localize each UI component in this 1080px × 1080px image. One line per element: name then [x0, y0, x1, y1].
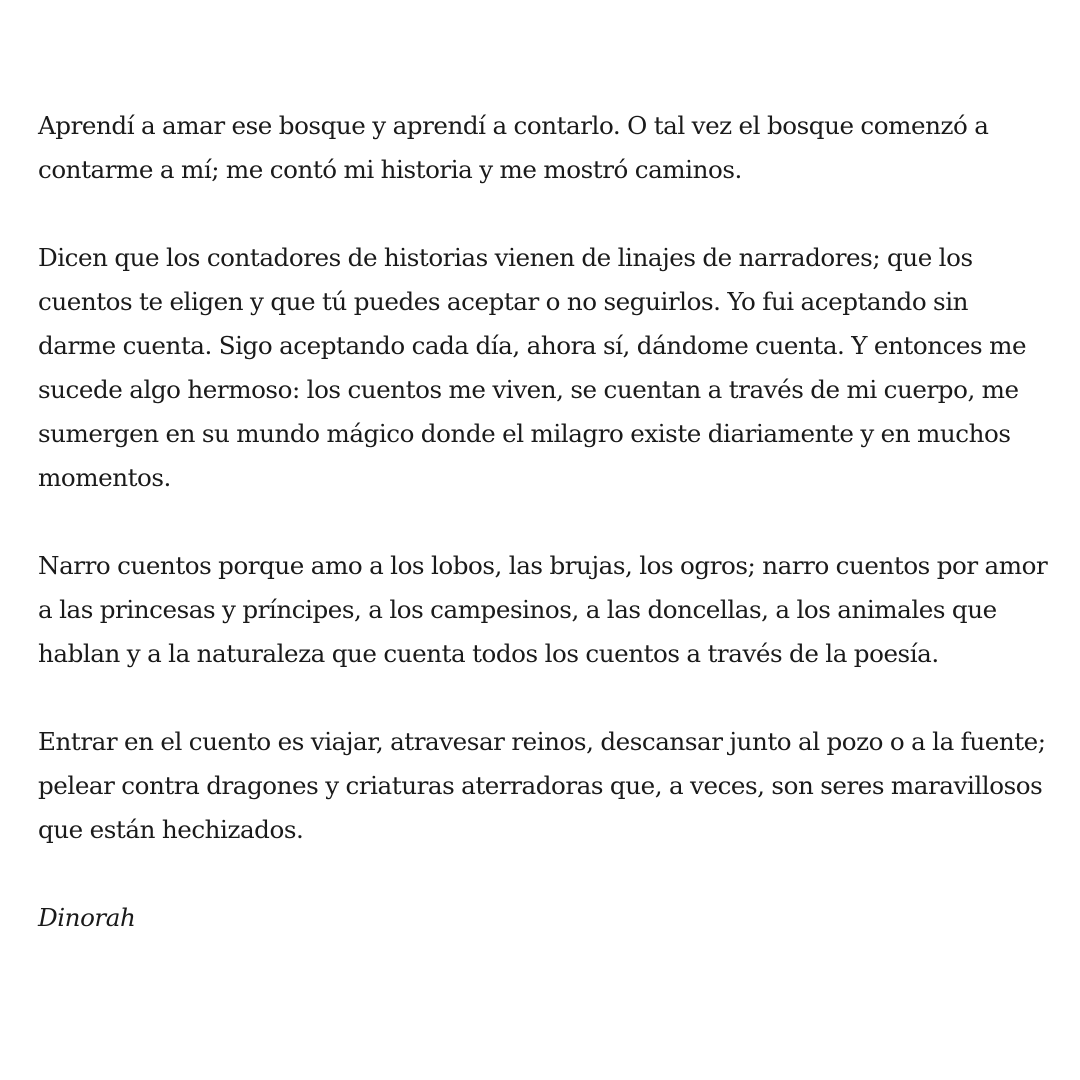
text-page: [38, 104, 1048, 940]
paragraph-4: Entrar en el cuento es viajar, atravesar reinos, descansar junto al pozo o a la fuente; pelear contra dragones y criaturas aterradoras que, a veces, son seres maravillosos que están hechizados.: [38, 727, 1046, 844]
paragraph-3: Narro cuentos porque amo a los lobos, las brujas, los ogros; narro cuentos por amor a las princesas y príncipes, a los campesinos, a las doncellas, a los animales que hablan y a la naturaleza que cuenta todos los cuentos a través de la poesía.: [38, 551, 1048, 668]
signature: Dinorah: [38, 903, 136, 932]
paragraph-2: Dicen que los contadores de historias vienen de linajes de narradores; que los cuentos te eligen y que tú puedes aceptar o no seguirlos. Yo fui aceptando sin darme cuenta. Sigo aceptando cada día, ahora sí, dándome cuenta. Y entonces me sucede algo hermoso: los cuentos me viven, se cuentan a través de mi cuerpo, me sumergen en su mundo mágico donde el milagro existe diariamente y en muchos momentos.: [38, 243, 1027, 492]
paragraph-1: Aprendí a amar ese bosque y aprendí a contarlo. O tal vez el bosque comenzó a contarme a mí; me contó mi historia y me mostró caminos.: [38, 111, 989, 184]
